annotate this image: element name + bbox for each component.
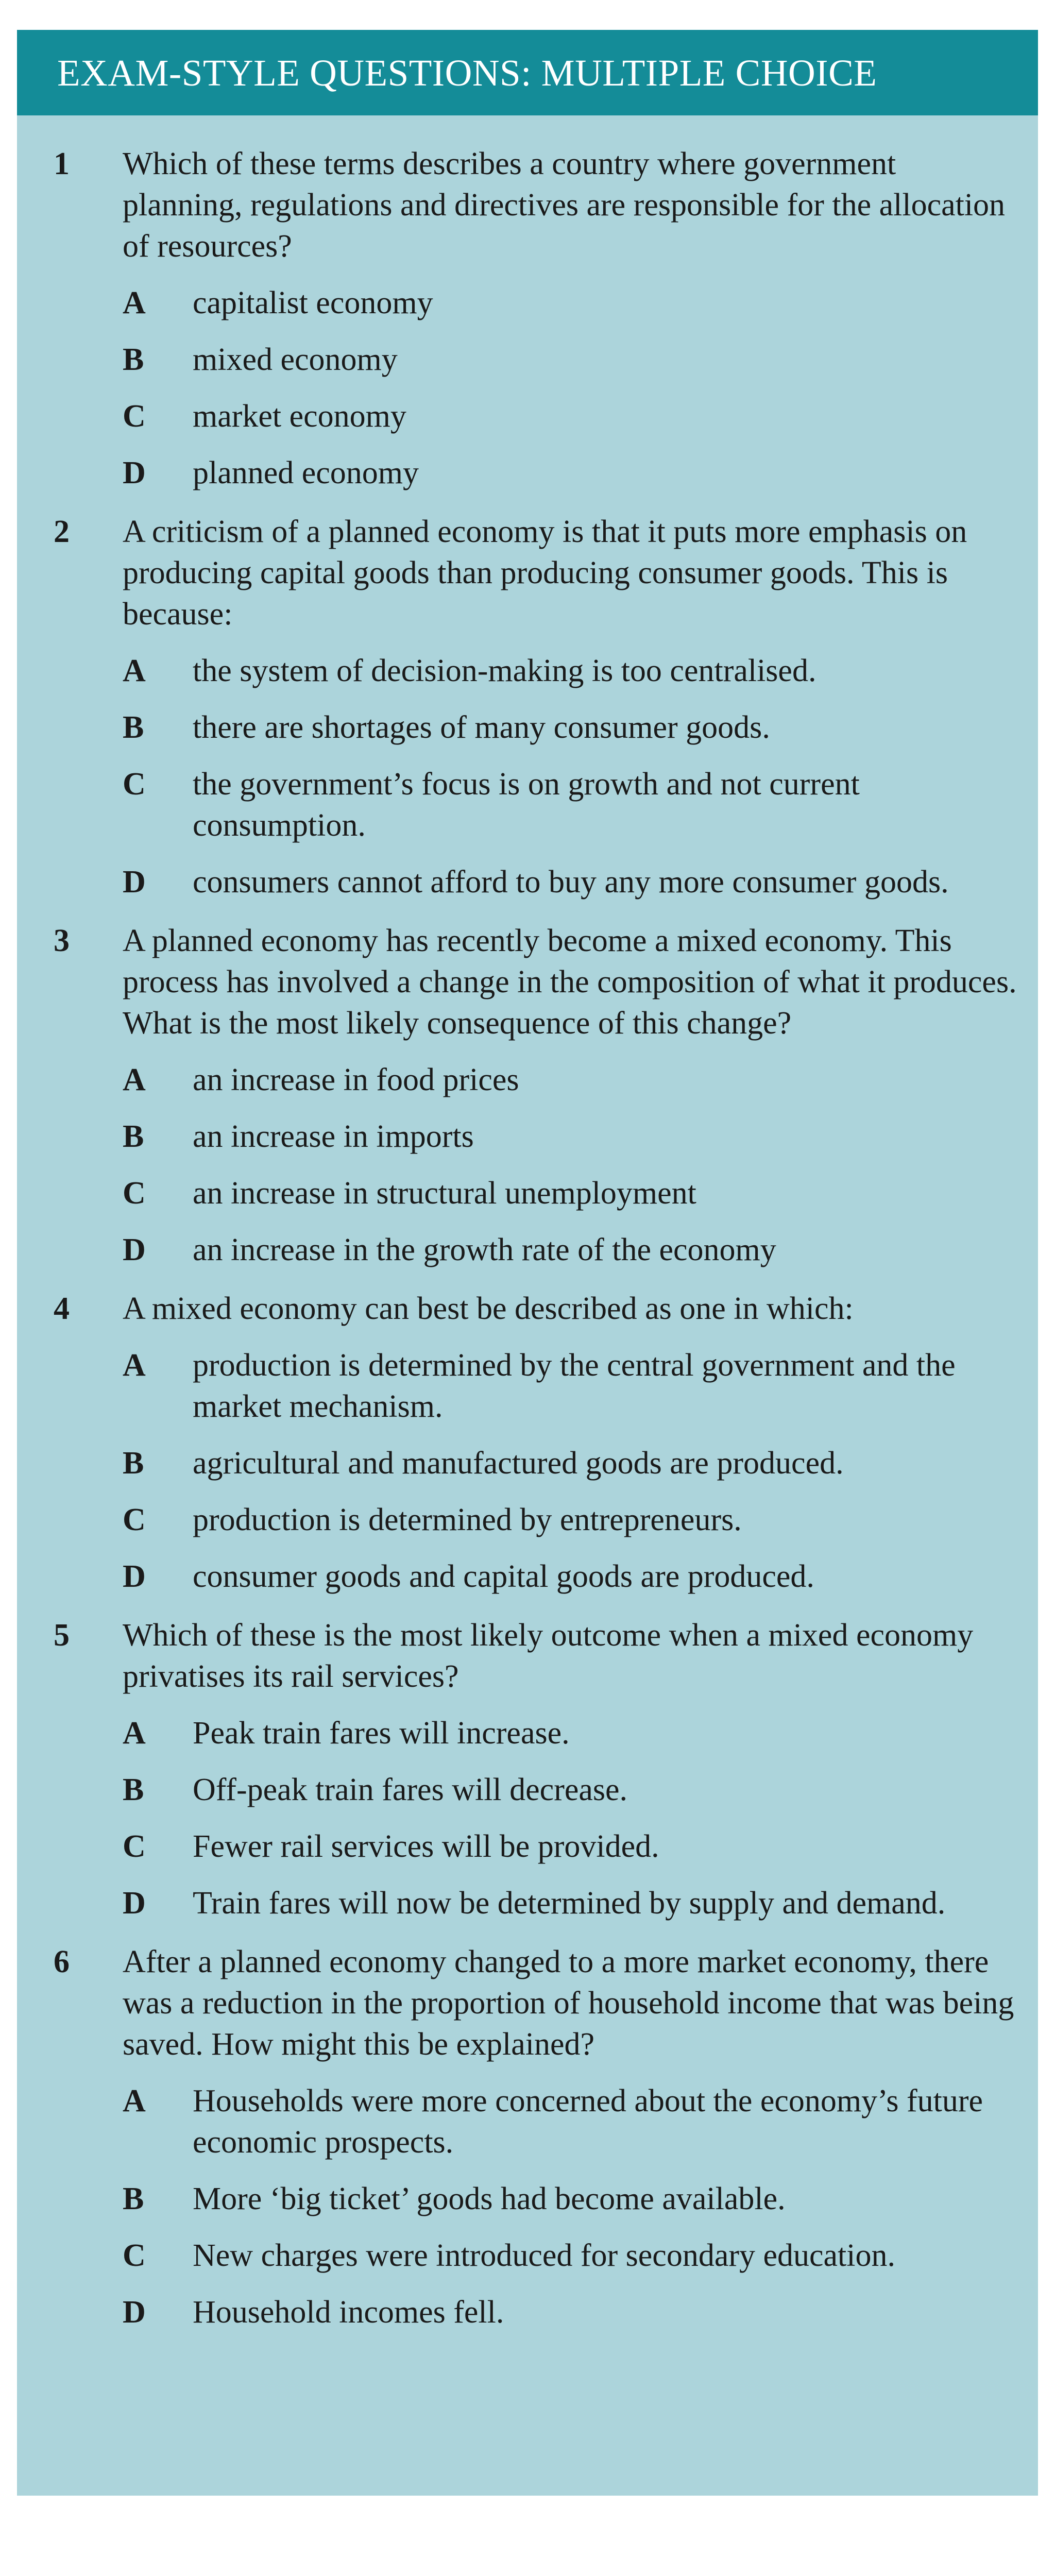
question-list — [17, 115, 1038, 2333]
option-letter: D — [123, 1232, 146, 1267]
question-number: 6 — [54, 1944, 70, 1979]
option-text: an increase in food prices — [193, 1062, 519, 1097]
question-number: 1 — [54, 146, 70, 181]
option-letter: D — [123, 455, 146, 490]
option-a — [123, 1059, 1038, 1100]
question-number: 3 — [54, 923, 70, 958]
question-2 — [17, 511, 1038, 903]
option-list — [17, 1345, 1038, 1597]
option-text: New charges were introduced for secondary education. — [193, 2238, 895, 2273]
option-text: production is determined by entrepreneurs. — [193, 1502, 742, 1537]
question-stem: Which of these is the most likely outcome when a mixed economy privatises its rail services? — [123, 1618, 974, 1694]
option-list — [17, 2080, 1038, 2333]
option-letter: A — [123, 1062, 146, 1097]
option-text: an increase in the growth rate of the economy — [193, 1232, 776, 1267]
option-b — [123, 1116, 1038, 1157]
option-a — [123, 650, 1038, 691]
option-text: planned economy — [193, 455, 419, 490]
option-c — [123, 764, 1038, 846]
option-b — [123, 1443, 1038, 1484]
option-text: mixed economy — [193, 342, 398, 377]
exam-questions-panel — [17, 30, 1038, 2496]
option-letter: C — [123, 1176, 146, 1211]
option-c — [123, 1173, 1038, 1214]
option-text: Train fares will now be determined by supply and demand. — [193, 1886, 946, 1921]
option-list — [17, 1059, 1038, 1270]
option-c — [123, 1826, 1038, 1867]
option-list — [17, 650, 1038, 903]
panel-header — [17, 30, 1038, 115]
option-letter: A — [123, 1716, 146, 1751]
question-5 — [17, 1615, 1038, 1924]
option-text: More ‘big ticket’ goods had become available. — [193, 2181, 786, 2216]
question-stem: After a planned economy changed to a more market economy, there was a reduction in the proportion of household income that was being saved. How might this be explained? — [123, 1944, 1014, 2062]
option-letter: A — [123, 285, 146, 320]
option-d — [123, 861, 1038, 903]
option-b — [123, 707, 1038, 748]
option-text: consumers cannot afford to buy any more consumer goods. — [193, 865, 949, 900]
option-letter: A — [123, 1348, 146, 1383]
question-3 — [17, 920, 1038, 1270]
option-letter: C — [123, 767, 146, 802]
option-text: Household incomes fell. — [193, 2295, 504, 2330]
question-number: 2 — [54, 514, 70, 549]
option-letter: D — [123, 1886, 146, 1921]
question-4 — [17, 1288, 1038, 1597]
option-text: there are shortages of many consumer goods. — [193, 710, 770, 745]
question-stem: Which of these terms describes a country where government planning, regulations and directives are responsible for the allocation of resources? — [123, 146, 1006, 264]
option-b — [123, 2178, 1038, 2219]
option-a — [123, 2080, 1038, 2163]
option-b — [123, 339, 1038, 380]
option-b — [123, 1769, 1038, 1810]
option-text: the system of decision-making is too centralised. — [193, 653, 816, 688]
option-text: capitalist economy — [193, 285, 433, 320]
option-text: Households were more concerned about the economy’s future economic prospects. — [193, 2083, 983, 2160]
option-letter: B — [123, 710, 144, 745]
option-text: Fewer rail services will be provided. — [193, 1829, 659, 1864]
option-a — [123, 1713, 1038, 1754]
option-c — [123, 2235, 1038, 2276]
question-6 — [17, 1941, 1038, 2333]
option-letter: C — [123, 399, 146, 434]
option-list — [17, 282, 1038, 494]
option-letter: B — [123, 2181, 144, 2216]
option-d — [123, 1229, 1038, 1270]
question-stem: A mixed economy can best be described as one in which: — [123, 1291, 854, 1326]
question-stem: A planned economy has recently become a mixed economy. This process has involved a change in the composition of what it produces. What is the most likely consequence of this change? — [123, 923, 1017, 1041]
option-a — [123, 1345, 1038, 1427]
option-text: agricultural and manufactured goods are produced. — [193, 1446, 844, 1481]
option-text: market economy — [193, 399, 406, 434]
option-letter: C — [123, 1502, 146, 1537]
option-text: consumer goods and capital goods are produced. — [193, 1559, 814, 1594]
question-number: 4 — [54, 1291, 70, 1326]
option-letter: C — [123, 2238, 146, 2273]
option-d — [123, 1556, 1038, 1597]
option-letter: D — [123, 2295, 146, 2330]
option-letter: B — [123, 1772, 144, 1807]
option-c — [123, 1499, 1038, 1540]
option-d — [123, 452, 1038, 494]
option-letter: C — [123, 1829, 146, 1864]
option-letter: B — [123, 342, 144, 377]
option-letter: B — [123, 1446, 144, 1481]
option-text: Off-peak train fares will decrease. — [193, 1772, 628, 1807]
option-letter: D — [123, 1559, 146, 1594]
question-number: 5 — [54, 1618, 70, 1653]
option-text: production is determined by the central government and the market mechanism. — [193, 1348, 956, 1424]
option-letter: A — [123, 2083, 146, 2119]
panel-title: EXAM-STYLE QUESTIONS: MULTIPLE CHOICE — [57, 52, 877, 94]
option-text: an increase in structural unemployment — [193, 1176, 696, 1211]
option-text: an increase in imports — [193, 1119, 474, 1154]
option-a — [123, 282, 1038, 324]
option-text: Peak train fares will increase. — [193, 1716, 570, 1751]
option-letter: D — [123, 865, 146, 900]
option-letter: B — [123, 1119, 144, 1154]
question-1 — [17, 143, 1038, 494]
option-text: the government’s focus is on growth and not current consumption. — [193, 767, 860, 843]
option-letter: A — [123, 653, 146, 688]
option-list — [17, 1713, 1038, 1924]
question-stem: A criticism of a planned economy is that it puts more emphasis on producing capital goods than producing consumer goods. This is because: — [123, 514, 967, 632]
option-d — [123, 1883, 1038, 1924]
option-c — [123, 396, 1038, 437]
option-d — [123, 2292, 1038, 2333]
